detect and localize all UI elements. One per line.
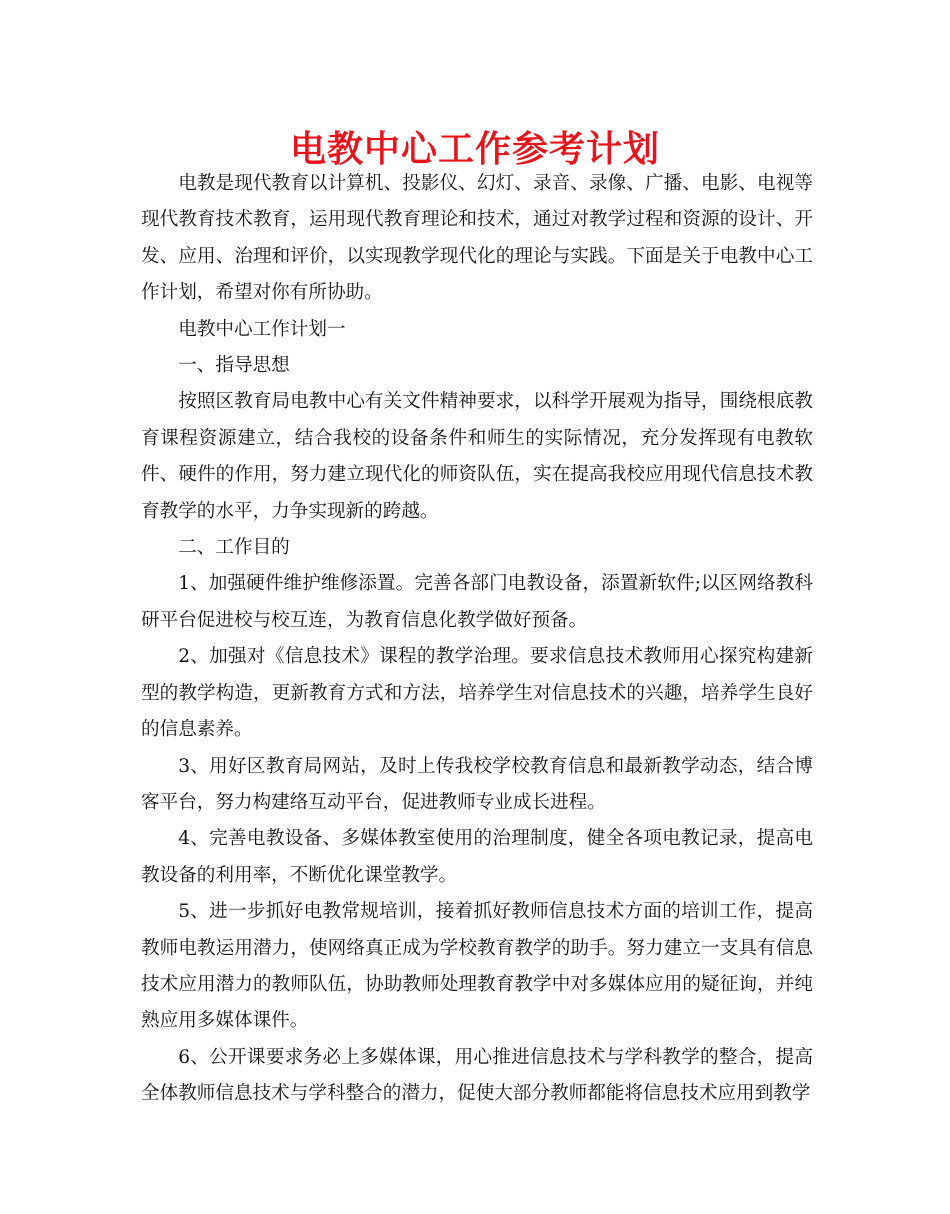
guiding-thought-paragraph: 按照区教育局电教中心有关文件精神要求，以科学开展观为指导，围绕根底教育课程资源建立，结合我校的设备条件和师生的实际情况，充分发挥现有电教软件、硬件的作用，努力建立现代化的师资队伍，实在提高我校应用现代信息技术教育教学的水平，力争实现新的跨越。 <box>141 391 813 522</box>
goal-item-6: 6、公开课要求务必上多媒体课，用心推进信息技术与学科教学的整合，提高全体教师信息技术与学科整合的潜力，促使大部分教师都能将信息技术应用到教学 <box>141 1046 813 1105</box>
section-heading-work-goals: 二、工作目的 <box>178 537 290 559</box>
section-heading-plan-one: 电教中心工作计划一 <box>178 318 346 340</box>
intro-paragraph: 电教是现代教育以计算机、投影仪、幻灯、录音、录像、广播、电影、电视等现代教育技术教育，运用现代教育理论和技术，通过对教学过程和资源的设计、开发、应用、治理和评价，以实现教学现代化的理论与实践。下面是关于电教中心工作计划，希望对你有所协助。 <box>141 173 813 304</box>
section-heading-guiding-thought: 一、指导思想 <box>178 355 290 377</box>
goal-item-1: 1、加强硬件维护维修添置。完善各部门电教设备，添置新软件;以区网络教科研平台促进校与校互连，为教育信息化教学做好预备。 <box>141 573 813 631</box>
goal-item-2: 2、加强对《信息技术》课程的教学治理。要求信息技术教师用心探究构建新型的教学构造，更新教育方式和方法，培养学生对信息技术的兴趣，培养学生良好的信息素养。 <box>141 646 813 741</box>
document-title: 电教中心工作参考计划 <box>289 129 660 170</box>
goal-item-5: 5、进一步抓好电教常规培训，接着抓好教师信息技术方面的培训工作，提高教师电教运用潜力，使网络真正成为学校教育教学的助手。努力建立一支具有信息技术应用潜力的教师队伍，协助教师处理教育教学中对多媒体应用的疑征询，并纯熟应用多媒体课件。 <box>141 901 813 1032</box>
goal-item-3: 3、用好区教育局网站，及时上传我校学校教育信息和最新教学动态，结合博客平台，努力构建络互动平台，促进教师专业成长进程。 <box>141 755 813 813</box>
goal-item-4: 4、完善电教设备、多媒体教室使用的治理制度，健全各项电教记录，提高电教设备的利用率，不断优化课堂教学。 <box>141 828 813 886</box>
document-body <box>141 166 813 1113</box>
